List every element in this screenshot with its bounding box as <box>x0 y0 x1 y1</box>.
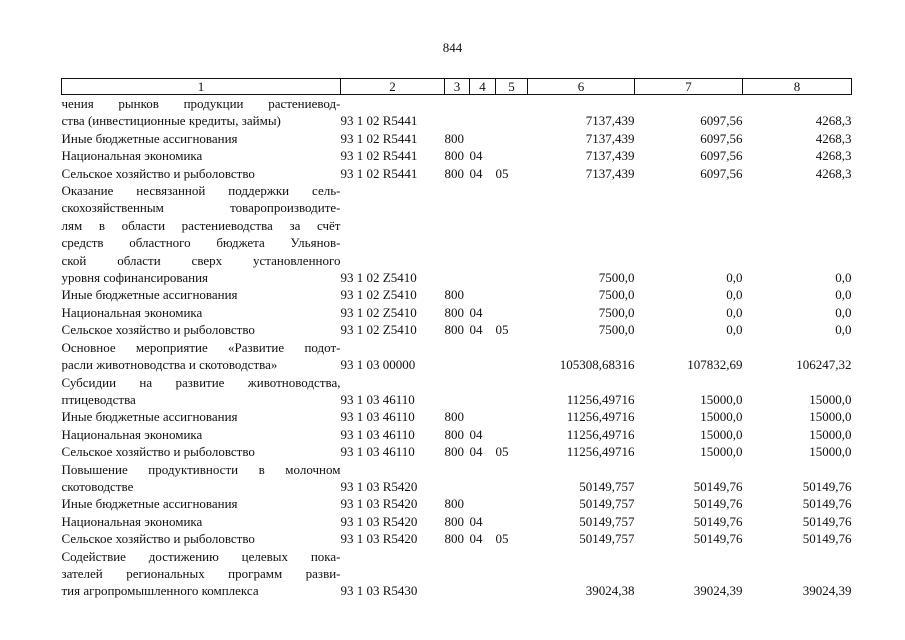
table-row <box>62 443 852 460</box>
row-section: 04 <box>469 531 483 547</box>
row-name: Национальная экономика <box>61 148 203 164</box>
row-value-col6: 7500,0 <box>598 287 635 303</box>
row-name: Субсидии на развитие животноводства, птицеводства <box>61 374 341 407</box>
row-value-col7: 15000,0 <box>700 391 743 407</box>
row-value-col7: 0,0 <box>726 322 743 338</box>
row-section <box>470 286 496 303</box>
row-value-col8: 15000,0 <box>809 409 852 425</box>
row-value-col7: 6097,56 <box>700 165 743 181</box>
row-value-col8: 50149,76 <box>802 513 852 529</box>
row-expense-type <box>445 461 470 496</box>
row-subsection <box>496 461 528 496</box>
row-value-col7: 0,0 <box>726 270 743 286</box>
row-value-col8: 39024,39 <box>802 583 852 599</box>
row-section <box>470 495 496 512</box>
row-expense-type: 800 <box>444 496 464 512</box>
row-value-col8: 15000,0 <box>809 426 852 442</box>
row-code: 93 1 03 R5430 <box>340 583 418 599</box>
row-name: Основное мероприятие «Развитие подот- расли животноводства и скотоводства» <box>61 339 341 373</box>
table-row <box>62 548 852 600</box>
header-cell: 8 <box>743 79 852 95</box>
row-subsection: 05 <box>495 444 509 460</box>
row-name: Содействие достижению целевых пока- зателей региональных программ разви- тия агропромышленного комплекса <box>61 548 341 599</box>
table-row <box>62 165 852 182</box>
row-section: 04 <box>469 444 483 460</box>
table-row <box>62 408 852 425</box>
table-row <box>62 182 852 286</box>
row-value-col6: 50149,757 <box>579 513 635 529</box>
row-expense-type: 800 <box>444 165 464 181</box>
row-subsection: 05 <box>495 531 509 547</box>
row-value-col6: 7137,439 <box>585 148 635 164</box>
row-section: 04 <box>469 513 483 529</box>
table-header <box>62 79 852 95</box>
header-cell: 1 <box>62 79 341 95</box>
row-subsection <box>496 339 528 374</box>
row-name: Повышение продуктивности в молочном скотоводстве <box>61 461 341 494</box>
row-expense-type <box>445 182 470 286</box>
row-expense-type: 800 <box>444 531 464 547</box>
row-value-col6: 7500,0 <box>598 270 635 286</box>
row-value-col8: 4268,3 <box>815 130 852 146</box>
row-value-col6: 11256,49716 <box>566 409 635 425</box>
row-code: 93 1 02 Z5410 <box>340 287 417 303</box>
row-section: 04 <box>469 148 483 164</box>
row-code: 93 1 03 R5420 <box>340 478 418 494</box>
header-cell: 2 <box>341 79 445 95</box>
table-row <box>62 495 852 512</box>
row-value-col6: 7137,439 <box>585 130 635 146</box>
row-code: 93 1 02 Z5410 <box>340 304 417 320</box>
table-row <box>62 513 852 530</box>
row-value-col8: 50149,76 <box>802 478 852 494</box>
row-code: 93 1 02 R5441 <box>340 165 418 181</box>
row-value-col7: 15000,0 <box>700 444 743 460</box>
row-value-col8: 0,0 <box>835 304 852 320</box>
row-value-col7: 39024,39 <box>693 583 743 599</box>
row-expense-type <box>445 95 470 130</box>
row-value-col6: 7500,0 <box>598 304 635 320</box>
row-name: Иные бюджетные ассигнования <box>61 130 238 146</box>
row-subsection <box>496 513 528 530</box>
row-code: 93 1 03 46110 <box>340 444 415 460</box>
row-subsection <box>496 426 528 443</box>
row-section: 04 <box>469 426 483 442</box>
row-value-col7: 6097,56 <box>700 113 743 129</box>
row-subsection <box>496 95 528 130</box>
row-name: Оказание несвязанной поддержки сель- скохозяйственным товаропроизводите- лям в области растениеводства за счёт средств областного бюджета Ульянов- ской области сверх установленного уровня софинансирования <box>61 183 341 286</box>
row-code: 93 1 02 R5441 <box>340 113 418 129</box>
row-expense-type: 800 <box>444 287 464 303</box>
row-value-col8: 15000,0 <box>809 444 852 460</box>
row-name: Иные бюджетные ассигнования <box>61 409 238 425</box>
row-subsection: 05 <box>495 165 509 181</box>
table-body <box>62 95 852 600</box>
row-value-col8: 15000,0 <box>809 391 852 407</box>
row-value-col6: 39024,38 <box>585 583 635 599</box>
row-subsection <box>496 408 528 425</box>
row-expense-type: 800 <box>444 409 464 425</box>
row-section <box>470 374 496 409</box>
row-value-col7: 0,0 <box>726 287 743 303</box>
row-expense-type <box>445 548 470 600</box>
row-value-col7: 50149,76 <box>693 531 743 547</box>
row-section <box>470 95 496 130</box>
table-row <box>62 95 852 130</box>
row-subsection <box>496 548 528 600</box>
table-row <box>62 304 852 321</box>
row-name: Сельское хозяйство и рыболовство <box>61 531 255 547</box>
table-row <box>62 530 852 547</box>
row-section <box>470 339 496 374</box>
row-section <box>470 461 496 496</box>
row-value-col7: 6097,56 <box>700 130 743 146</box>
row-subsection <box>496 374 528 409</box>
row-subsection <box>496 182 528 286</box>
row-name: Национальная экономика <box>61 513 203 529</box>
row-value-col6: 7500,0 <box>598 322 635 338</box>
row-subsection <box>496 495 528 512</box>
row-value-col8: 4268,3 <box>815 165 852 181</box>
row-code: 93 1 03 R5420 <box>340 513 418 529</box>
row-code: 93 1 03 R5420 <box>340 531 418 547</box>
header-cell: 3 <box>445 79 470 95</box>
row-value-col8: 4268,3 <box>815 148 852 164</box>
row-expense-type: 800 <box>444 148 464 164</box>
row-value-col7: 6097,56 <box>700 148 743 164</box>
row-name: Сельское хозяйство и рыболовство <box>61 322 255 338</box>
row-name: Иные бюджетные ассигнования <box>61 287 238 303</box>
row-value-col8: 0,0 <box>835 287 852 303</box>
row-code: 93 1 02 R5441 <box>340 130 418 146</box>
row-name: чения рынков продукции растениевод- ства (инвестиционные кредиты, займы) <box>61 96 341 129</box>
row-name: Национальная экономика <box>61 304 203 320</box>
row-code: 93 1 02 Z5410 <box>340 322 417 338</box>
row-section <box>470 408 496 425</box>
row-code: 93 1 03 46110 <box>340 391 415 407</box>
row-value-col7: 15000,0 <box>700 409 743 425</box>
row-code: 93 1 03 46110 <box>340 426 415 442</box>
row-value-col7: 50149,76 <box>693 513 743 529</box>
row-expense-type: 800 <box>444 513 464 529</box>
row-value-col7: 0,0 <box>726 304 743 320</box>
row-code: 93 1 03 46110 <box>340 409 415 425</box>
row-value-col8: 106247,32 <box>796 357 852 373</box>
table-row <box>62 426 852 443</box>
row-section <box>470 130 496 147</box>
row-value-col8: 0,0 <box>835 270 852 286</box>
header-cell: 6 <box>528 79 635 95</box>
budget-table <box>61 78 852 600</box>
row-value-col8: 4268,3 <box>815 113 852 129</box>
row-code: 93 1 02 Z5410 <box>340 270 417 286</box>
table-row <box>62 374 852 409</box>
row-value-col7: 50149,76 <box>693 496 743 512</box>
row-subsection <box>496 286 528 303</box>
row-value-col8: 50149,76 <box>802 496 852 512</box>
row-value-col8: 50149,76 <box>802 531 852 547</box>
row-value-col8: 0,0 <box>835 322 852 338</box>
row-expense-type: 800 <box>444 322 464 338</box>
row-value-col7: 107832,69 <box>687 357 743 373</box>
row-expense-type: 800 <box>444 426 464 442</box>
row-name: Сельское хозяйство и рыболовство <box>61 444 255 460</box>
row-section <box>470 182 496 286</box>
row-value-col6: 105308,68316 <box>559 357 635 373</box>
table-row <box>62 130 852 147</box>
table-row <box>62 461 852 496</box>
row-code: 93 1 03 R5420 <box>340 496 418 512</box>
table-row <box>62 147 852 164</box>
row-section: 04 <box>469 322 483 338</box>
header-row <box>62 79 852 95</box>
row-value-col6: 50149,757 <box>579 531 635 547</box>
row-section: 04 <box>469 165 483 181</box>
row-value-col6: 11256,49716 <box>566 426 635 442</box>
row-subsection <box>496 147 528 164</box>
row-value-col6: 50149,757 <box>579 478 635 494</box>
row-subsection <box>496 304 528 321</box>
row-expense-type <box>445 339 470 374</box>
row-expense-type: 800 <box>444 444 464 460</box>
header-cell: 5 <box>496 79 528 95</box>
row-value-col6: 11256,49716 <box>566 444 635 460</box>
row-value-col6: 7137,439 <box>585 165 635 181</box>
table-row <box>62 321 852 338</box>
table-row <box>62 286 852 303</box>
row-subsection: 05 <box>495 322 509 338</box>
header-cell: 7 <box>635 79 743 95</box>
row-value-col6: 50149,757 <box>579 496 635 512</box>
row-expense-type: 800 <box>444 304 464 320</box>
row-name: Национальная экономика <box>61 426 203 442</box>
row-name: Сельское хозяйство и рыболовство <box>61 165 255 181</box>
row-value-col7: 50149,76 <box>693 478 743 494</box>
row-code: 93 1 02 R5441 <box>340 148 418 164</box>
table-row <box>62 339 852 374</box>
row-code: 93 1 03 00000 <box>340 357 416 373</box>
page-number: 844 <box>442 40 463 55</box>
header-cell: 4 <box>470 79 496 95</box>
row-name: Иные бюджетные ассигнования <box>61 496 238 512</box>
row-value-col6: 7137,439 <box>585 113 635 129</box>
row-subsection <box>496 130 528 147</box>
row-expense-type <box>445 374 470 409</box>
row-section: 04 <box>469 304 483 320</box>
row-value-col7: 15000,0 <box>700 426 743 442</box>
row-expense-type: 800 <box>444 130 464 146</box>
row-value-col6: 11256,49716 <box>566 391 635 407</box>
row-section <box>470 548 496 600</box>
